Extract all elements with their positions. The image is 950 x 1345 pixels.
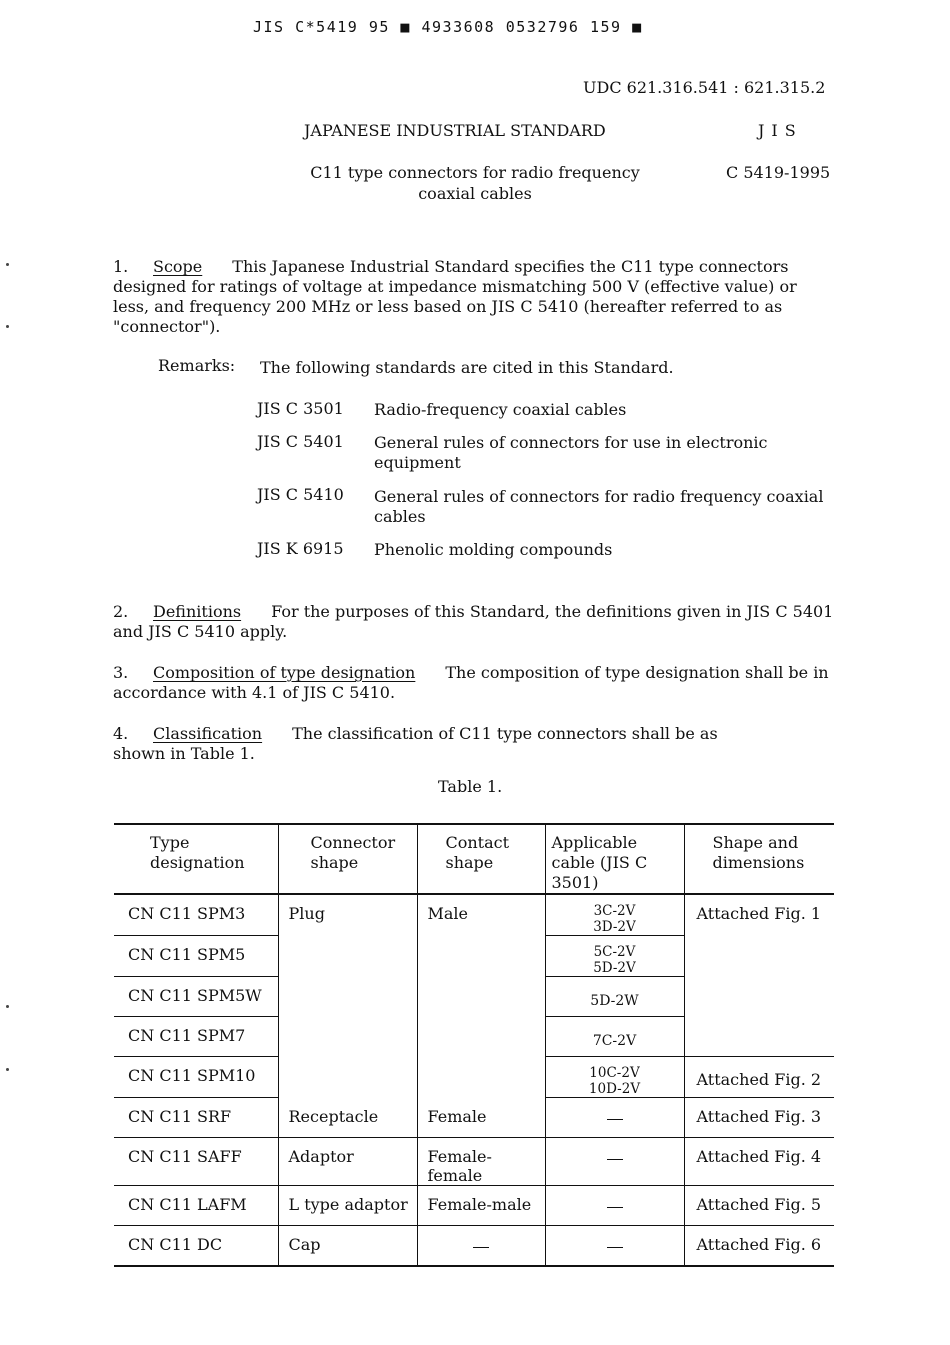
- ref-code: JIS C 3501: [257, 399, 344, 418]
- section-number: 1.: [113, 257, 129, 276]
- table-row: [114, 1226, 834, 1266]
- cell-connector: Receptacle: [278, 1098, 417, 1138]
- section-heading: Composition of type designation: [153, 663, 416, 682]
- scan-speck: [6, 1068, 9, 1071]
- cable-value: 7C-2V: [592, 1033, 637, 1049]
- scan-speck: [6, 325, 9, 328]
- cell-type: CN C11 SPM7: [114, 1017, 278, 1057]
- cell-type: CN C11 DC: [114, 1226, 278, 1266]
- cable-value: 5D-2V: [593, 960, 636, 976]
- udc-number: UDC 621.316.541 : 621.315.2: [583, 78, 826, 97]
- organization-title: JAPANESE INDUSTRIAL STANDARD: [304, 121, 606, 140]
- header-type: Type designation: [114, 824, 278, 894]
- header-cable: Applicable cable (JIS C 3501): [545, 824, 684, 894]
- cell-cable: [545, 1017, 684, 1057]
- section-composition: [113, 663, 835, 703]
- cell-cable: [545, 977, 684, 1017]
- table-row: [114, 1186, 834, 1226]
- ref-title: Phenolic molding compounds: [374, 540, 613, 559]
- section-text: For the purposes of this Standard, the definitions given in JIS C 5401 and JIS C 5410 apply.: [113, 602, 834, 641]
- section-text: The composition of type designation shall be in accordance with 4.1 of JIS C 5410.: [113, 663, 829, 702]
- section-classification: [113, 724, 773, 764]
- section-text: This Japanese Industrial Standard specifies the C11 type connectors designed for ratings of voltage at impedance mismatching 500 V (effective value) or less, and frequency 200 MHz or less based on JIS C 5410 (hereafter referred to as "connector").: [113, 257, 797, 336]
- cell-type: CN C11 SAFF: [114, 1138, 278, 1186]
- dash-mark: [607, 1207, 623, 1208]
- header-shape: Shape and dimensions: [684, 824, 834, 894]
- cable-value: 3D-2V: [593, 919, 636, 935]
- cell-contact: Male: [417, 894, 545, 1098]
- cell-connector: Cap: [278, 1226, 417, 1266]
- section-number: 4.: [113, 724, 129, 743]
- cell-cable: [545, 1226, 684, 1266]
- scan-speck: [6, 1005, 9, 1008]
- cell-shape: Attached Fig. 6: [684, 1226, 834, 1266]
- scan-speck: [6, 263, 9, 266]
- dash-mark: [473, 1247, 489, 1248]
- standard-number: C 5419-1995: [726, 163, 831, 182]
- table-header-row: [114, 824, 834, 894]
- cell-shape: Attached Fig. 5: [684, 1186, 834, 1226]
- section-heading: Definitions: [153, 602, 242, 621]
- cell-type: CN C11 SPM5W: [114, 977, 278, 1017]
- cell-contact: Female-male: [417, 1186, 545, 1226]
- dash-mark: [607, 1119, 623, 1120]
- cell-contact: [417, 1226, 545, 1266]
- header-connector: Connector shape: [278, 824, 417, 894]
- section-number: 2.: [113, 602, 129, 621]
- ref-code: JIS C 5401: [257, 432, 344, 451]
- ref-title: General rules of connectors for use in electronic equipment: [374, 433, 768, 472]
- cell-cable: [545, 894, 684, 936]
- cell-type: CN C11 LAFM: [114, 1186, 278, 1226]
- dash-mark: [607, 1247, 623, 1248]
- cell-type: CN C11 SPM10: [114, 1057, 278, 1098]
- cell-cable: [545, 1138, 684, 1186]
- cell-contact: Female: [417, 1098, 545, 1138]
- header-contact: Contact shape: [417, 824, 545, 894]
- remarks-text: The following standards are cited in this Standard.: [260, 358, 674, 377]
- jis-mark: JIS: [758, 121, 803, 140]
- table-row: [114, 894, 834, 936]
- header-code-line: JIS C*5419 95 ■ 4933608 0532796 159 ■: [253, 18, 643, 36]
- remarks-label: Remarks:: [158, 356, 236, 375]
- section-number: 3.: [113, 663, 129, 682]
- dash-mark: [607, 1159, 623, 1160]
- ref-title: Radio-frequency coaxial cables: [374, 400, 627, 419]
- cell-shape: Attached Fig. 2: [684, 1057, 834, 1098]
- cell-type: CN C11 SPM5: [114, 936, 278, 977]
- table-row: [114, 1138, 834, 1186]
- ref-code: JIS C 5410: [257, 485, 344, 504]
- standard-subtitle: C11 type connectors for radio frequency coaxial cables: [310, 163, 640, 203]
- cell-type: CN C11 SRF: [114, 1098, 278, 1138]
- section-heading: Scope: [153, 257, 203, 276]
- cable-value: 10C-2V: [589, 1065, 640, 1081]
- cable-value: 10D-2V: [588, 1081, 641, 1097]
- cell-shape: Attached Fig. 3: [684, 1098, 834, 1138]
- cell-cable: [545, 1057, 684, 1098]
- cell-shape: Attached Fig. 4: [684, 1138, 834, 1186]
- table-row: [114, 1098, 834, 1138]
- cell-connector: Adaptor: [278, 1138, 417, 1186]
- cell-connector: Plug: [278, 894, 417, 1098]
- section-heading: Classification: [153, 724, 263, 743]
- ref-code: JIS K 6915: [257, 539, 344, 558]
- cell-cable: [545, 1098, 684, 1138]
- section-definitions: [113, 602, 835, 642]
- cable-value: 5C-2V: [593, 944, 636, 960]
- classification-table: [114, 823, 834, 1267]
- cable-value: 3C-2V: [593, 903, 636, 919]
- ref-title: General rules of connectors for radio frequency coaxial cables: [374, 487, 824, 526]
- cell-contact: Female-female: [417, 1138, 545, 1186]
- table-caption: Table 1.: [438, 777, 503, 796]
- cell-connector: L type adaptor: [278, 1186, 417, 1226]
- section-scope: [113, 257, 835, 337]
- cable-value: 5D-2W: [590, 993, 639, 1009]
- section-text: The classification of C11 type connectors shall be as shown in Table 1.: [113, 724, 718, 763]
- cell-cable: [545, 1186, 684, 1226]
- cell-type: CN C11 SPM3: [114, 894, 278, 936]
- cell-shape: Attached Fig. 1: [684, 894, 834, 1057]
- cell-cable: [545, 936, 684, 977]
